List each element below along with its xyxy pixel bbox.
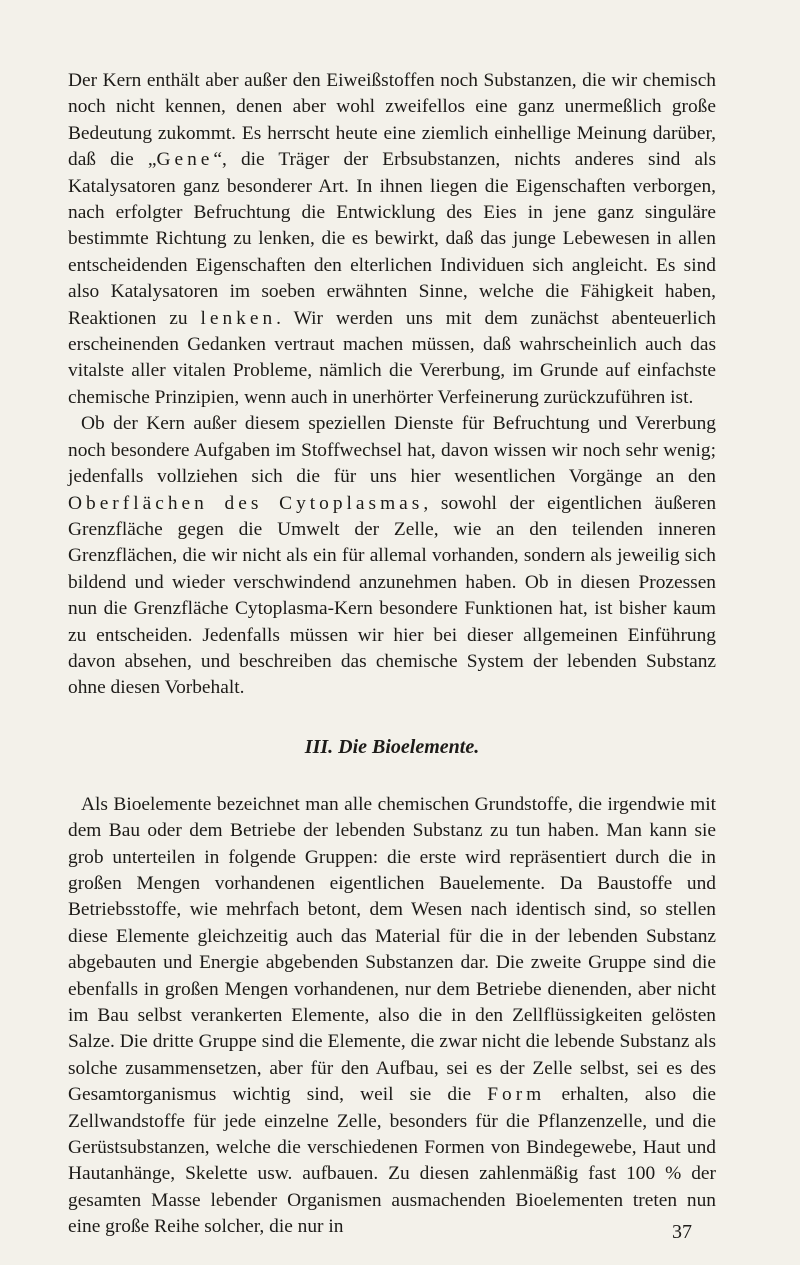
paragraph-text: , sowohl der eigentlichen äußeren Grenzfläche gegen die Umwelt der Zelle, wie an den teilenden inneren Grenzflächen, die wir nicht als ein für allemal vorhanden, sondern als jeweilig sich bildend und wieder verschwindend anzunehmen haben. Ob in diesen Prozessen nun die Grenzfläche Cytoplasma-Kern besondere Funktionen hat, ist bisher kaum zu entscheiden. Jedenfalls müssen wir hier bei dieser allgemeinen Einführung davon absehen, und beschreiben das chemische System der lebenden Substanz ohne diesen Vorbehalt. <box>68 492 717 699</box>
paragraph-nucleus <box>68 411 716 701</box>
emphasized-term: Gene <box>156 149 214 171</box>
emphasized-term: lenken <box>200 307 277 329</box>
section-title: Die Bioelemente. <box>338 735 480 758</box>
page-number: 37 <box>672 1221 692 1243</box>
paragraph-text: erhalten, also die Zellwandstoffe für jede einzelne Zelle, besonders für die Pflanzenzelle, und die Gerüstsubstanzen, welche die verschiedenen Formen von Bindegewebe, Haut und Hautanhänge, Skelette usw. aufbauen. Zu diesen zahlenmäßig fast 100 % der gesamten Masse lebender Organismen ausmachenden Bioelementen treten nun eine große Reihe solcher, die nur in <box>68 1084 716 1238</box>
paragraph-bioelements <box>68 792 716 1241</box>
paragraph-text: Ob der Kern außer diesem speziellen Dienste für Befruchtung und Vererbung noch besondere Aufgaben im Stoffwechsel hat, davon wissen wir noch sehr wenig; jedenfalls vollziehen sich die für uns hier wesentlichen Vorgänge an den <box>68 413 716 488</box>
section-heading <box>68 734 716 760</box>
section-number: III. <box>304 735 334 758</box>
paragraph-text: Als Bioelemente bezeichnet man alle chemischen Grundstoffe, die irgendwie mit dem Bau oder dem Betriebe der lebenden Substanz zu tun haben. Man kann sie grob unterteilen in folgende Gruppen: die erste wird repräsentiert durch die in großen Mengen vorhandenen eigentlichen Bauelemente. Da Baustoffe und Betriebsstoffe, wie mehrfach betont, dem Wesen nach identisch sind, so stellen diese Elemente gleichzeitig auch das Material für die in der lebenden Substanz abgebauten und Energie abgebenden Substanzen dar. Die zweite Gruppe sind die ebenfalls in großen Mengen vorhandenen, nur dem Betriebe dienenden, aber nicht im Bau selbst verankerten Elemente, also die in den Zellflüssigkeiten gelösten Salze. Die dritte Gruppe sind die Elemente, die zwar nicht die lebende Substanz als solche zusammensetzen, aber für den Aufbau, sei es der Zelle selbst, sei es des Gesamtorganismus wichtig sind, weil sie die <box>68 793 716 1106</box>
paragraph-text: . Wir werden uns mit dem zunächst abenteuerlich erscheinenden Gedanken vertraut machen müssen, daß wahrscheinlich auch das vitalste aller vitalen Probleme, nämlich die Vererbung, im Grunde auf einfachste chemische Prinzipien, wenn auch in unerhörter Verfeinerung zurückzuführen ist. <box>68 307 716 408</box>
emphasized-term: Oberflächen des Cytoplasmas <box>68 492 424 514</box>
page-body <box>68 68 716 1241</box>
paragraph-genes <box>68 68 716 411</box>
emphasized-term: Form <box>487 1084 546 1106</box>
paragraph-text: Der Kern enthält aber außer den Eiweißstoffen noch Substanzen, die wir chemisch noch nicht kennen, denen aber wohl zweifellos eine ganz unermeßlich große Bedeutung zukommt. Es herrscht heute eine ziemlich einhellige Meinung darüber, daß die „ <box>68 70 716 171</box>
paragraph-text: “, die Träger der Erbsubstanzen, nichts anderes sind als Katalysatoren ganz besonderer Art. In ihnen liegen die Eigenschaften verborgen, nach erfolgter Befruchtung die Entwicklung des Eies in jene ganz singuläre bestimmte Richtung zu lenken, die es bewirkt, daß das junge Lebewesen in allen entscheidenden Eigenschaften den elterlichen Individuen sich angleicht. Es sind also Katalysatoren im soeben erwähnten Sinne, welche die Fähigkeit haben, Reaktionen zu <box>68 149 716 329</box>
